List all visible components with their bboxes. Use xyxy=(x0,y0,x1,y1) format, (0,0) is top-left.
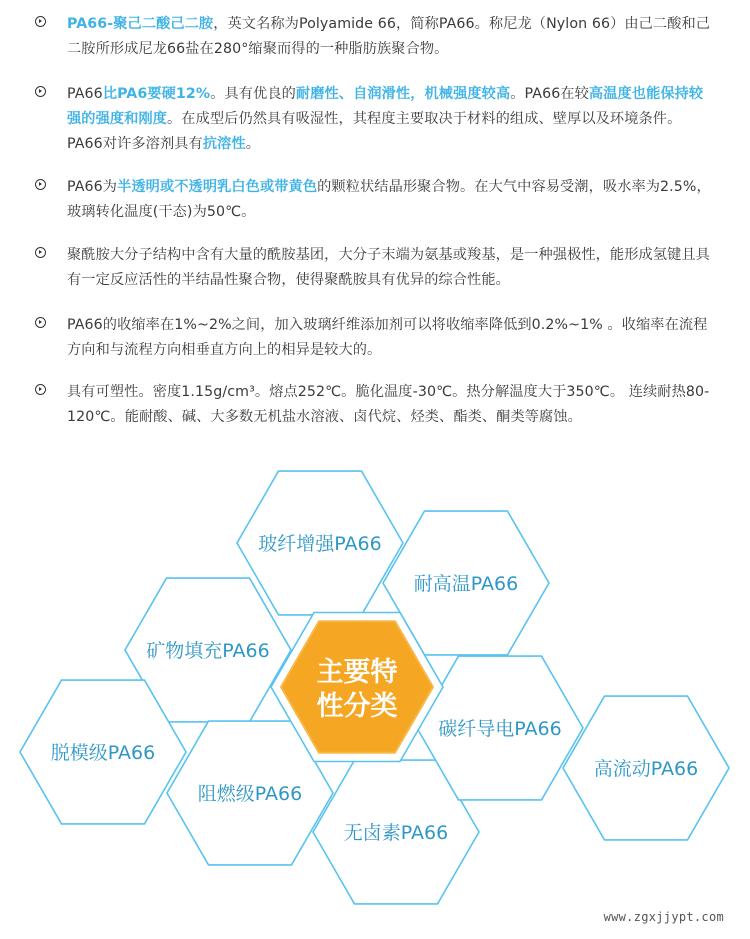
body-text: 。具有优良的 xyxy=(210,86,296,102)
play-circle-icon xyxy=(35,179,46,190)
category-label: 脱模级PA66 xyxy=(50,742,156,764)
category-hexagon-highflow xyxy=(563,696,729,840)
body-text: 具有可塑性。密度1.15g/cm³。熔点252℃。脆化温度-30℃。热分解温度大于350℃。 连续耐热80-120℃。能耐酸、碱、大多数无机盐水溶液、卤代烷、烃类、酯类、酮类等腐蚀。 xyxy=(67,384,710,425)
feature-text xyxy=(67,380,715,430)
highlight-text: 半透明或不透明乳白色或带黄色 xyxy=(117,179,318,195)
category-label: 矿物填充PA66 xyxy=(146,640,270,662)
category-label: 阻燃级PA66 xyxy=(197,783,303,805)
body-text: 。 xyxy=(245,136,260,152)
highlight-text: 比PA6要硬12% xyxy=(102,86,211,102)
body-text: 的颗粒状结晶形聚合物。在大气中容易受潮，吸水率为2.5%，玻璃转化温度(干态)为50℃。 xyxy=(67,179,711,220)
body-text: PA66为 xyxy=(67,179,118,195)
play-circle-icon xyxy=(35,86,46,97)
category-label: 高流动PA66 xyxy=(593,758,699,780)
category-label: 碳纤导电PA66 xyxy=(438,718,562,740)
play-circle-icon xyxy=(35,384,46,395)
category-label: 无卤素PA66 xyxy=(343,822,449,844)
body-text: PA66 xyxy=(67,86,103,102)
body-text: ，英文名称为Polyamide 66，简称PA66。称尼龙（Nylon 66）由己二酸和己二胺所形成尼龙66盐在280°缩聚而得的一种脂肪族聚合物。 xyxy=(67,16,711,57)
category-hexagon-glass xyxy=(237,471,403,615)
highlight-text: 抗溶性 xyxy=(202,136,246,152)
feature-text xyxy=(67,313,715,363)
highlight-text: 耐磨性、自润滑性，机械强度较高 xyxy=(295,86,511,102)
feature-text xyxy=(67,175,715,225)
body-text: 。PA66在较 xyxy=(510,86,589,102)
play-circle-icon xyxy=(35,317,46,328)
classification-diagram xyxy=(0,440,750,910)
play-circle-icon xyxy=(35,247,46,258)
feature-text xyxy=(67,12,715,62)
category-label: 玻纤增强PA66 xyxy=(258,533,382,555)
center-title-line1: 主要特 xyxy=(316,657,398,688)
highlight-text: PA66-聚己二酸己二胺 xyxy=(67,16,214,32)
feature-text xyxy=(67,82,715,157)
center-title-line2: 性分类 xyxy=(316,691,398,722)
body-text: PA66的收缩率在1%~2%之间，加入玻璃纤维添加剂可以将收缩率降低到0.2%~1% 。收缩率在流程方向和与流程方向相垂直方向上的相异是较大的。 xyxy=(67,317,708,358)
play-circle-icon xyxy=(35,16,46,27)
feature-text xyxy=(67,243,715,293)
category-label: 耐高温PA66 xyxy=(413,573,519,595)
body-text: 聚酰胺大分子结构中含有大量的酰胺基团，大分子末端为氨基或羧基，是一种强极性，能形成氢键且具有一定反应活性的半结晶性聚合物，使得聚酰胺具有优异的综合性能。 xyxy=(67,247,710,288)
body-text: 。在成型后仍然具有吸湿性，其程度主要取决于材料的组成、壁厚以及环境条件。PA66对许多溶剂具有 xyxy=(67,111,682,152)
highlight-text: 高温度也能保持较强的强度和刚度 xyxy=(67,86,704,127)
watermark: www.zgxjjypt.com xyxy=(603,910,724,924)
